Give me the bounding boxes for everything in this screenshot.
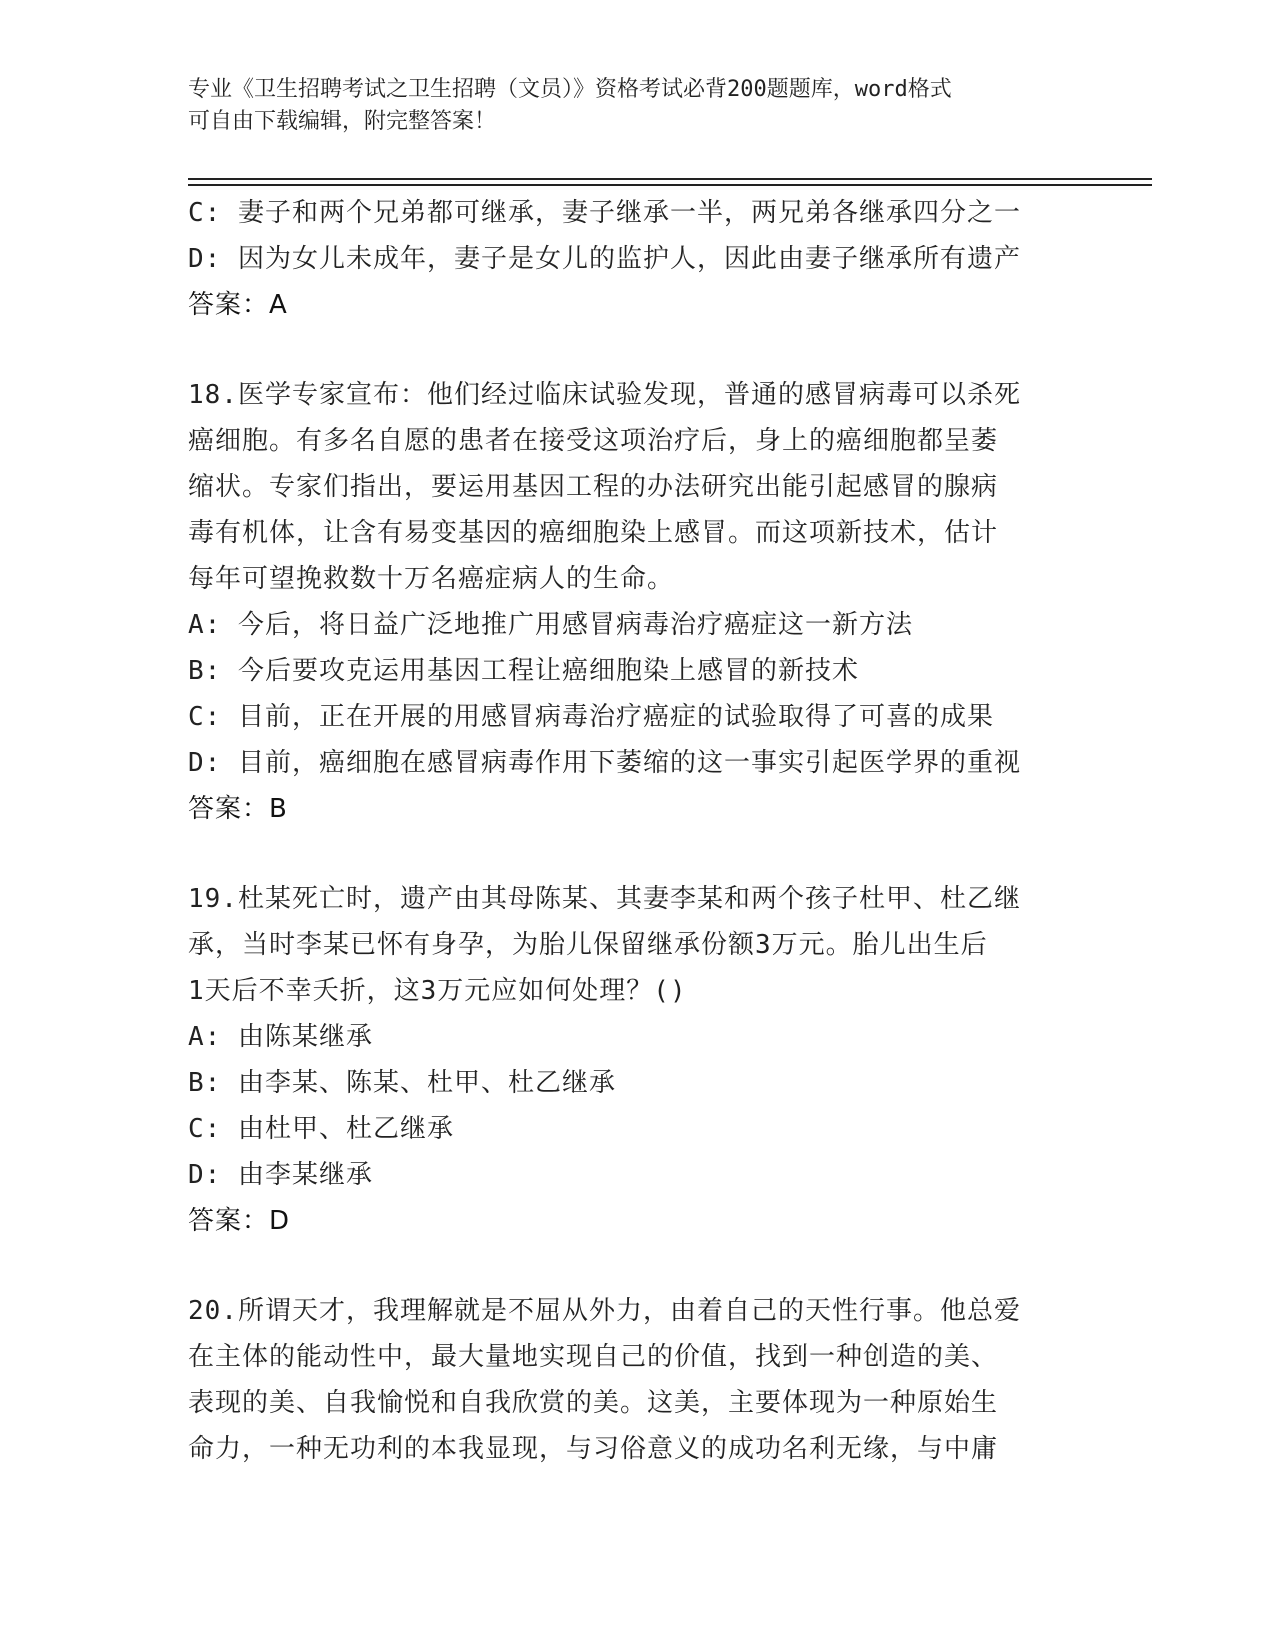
question-stem-line: 表现的美、自我愉悦和自我欣赏的美。这美，主要体现为一种原始生 [188, 1388, 999, 1418]
question-stem-line: 承，当时李某已怀有身孕，为胎儿保留继承份额3万元。胎儿出生后 [188, 930, 988, 960]
question-stem-line: 每年可望挽救数十万名癌症病人的生命。 [188, 564, 675, 594]
question-stem-line: 毒有机体，让含有易变基因的癌细胞染上感冒。而这项新技术，估计 [188, 518, 999, 548]
question-stem-line: 在主体的能动性中，最大量地实现自己的价值，找到一种创造的美、 [188, 1342, 999, 1372]
answer-line: 答案：A [188, 290, 288, 320]
option-c: C: 妻子和两个兄弟都可继承，妻子继承一半，两兄弟各继承四分之一 [188, 198, 1021, 228]
header-title-line-2: 可自由下载编辑，附完整答案！ [188, 109, 497, 134]
question-stem-line: 19.杜某死亡时，遗产由其母陈某、其妻李某和两个孩子杜甲、杜乙继 [188, 884, 1021, 914]
document-body [188, 190, 1088, 1472]
option-a: A: 由陈某继承 [188, 1022, 373, 1052]
spacer [188, 1244, 1088, 1288]
answer-line: 答案：D [188, 1206, 291, 1236]
question-stem-line: 癌细胞。有多名自愿的患者在接受这项治疗后，身上的癌细胞都呈萎 [188, 426, 999, 456]
header-divider-bottom [188, 184, 1152, 186]
question-stem-line: 1天后不幸夭折，这3万元应如何处理？() [188, 976, 687, 1006]
option-b: B: 由李某、陈某、杜甲、杜乙继承 [188, 1068, 616, 1098]
header-divider-top [188, 178, 1152, 180]
question-19 [188, 876, 1088, 1244]
option-d: D: 由李某继承 [188, 1160, 373, 1190]
option-c: C: 由杜甲、杜乙继承 [188, 1114, 454, 1144]
spacer [188, 832, 1088, 876]
answer-line: 答案：B [188, 794, 288, 824]
option-b: B: 今后要攻克运用基因工程让癌细胞染上感冒的新技术 [188, 656, 859, 686]
spacer [188, 328, 1088, 372]
question-stem-line: 缩状。专家们指出，要运用基因工程的办法研究出能引起感冒的腺病 [188, 472, 999, 502]
option-d: D: 因为女儿未成年，妻子是女儿的监护人，因此由妻子继承所有遗产 [188, 244, 1021, 274]
question-17-tail [188, 190, 1088, 328]
header-title-line-1: 专业《卫生招聘考试之卫生招聘（文员）》资格考试必背200题题库，word格式 [188, 77, 952, 102]
question-stem-line: 18.医学专家宣布：他们经过临床试验发现，普通的感冒病毒可以杀死 [188, 380, 1021, 410]
document-header [188, 74, 1088, 138]
option-c: C: 目前，正在开展的用感冒病毒治疗癌症的试验取得了可喜的成果 [188, 702, 994, 732]
question-stem-line: 命力，一种无功利的本我显现，与习俗意义的成功名利无缘，与中庸 [188, 1434, 999, 1464]
question-18 [188, 372, 1088, 832]
question-20 [188, 1288, 1088, 1472]
option-a: A: 今后，将日益广泛地推广用感冒病毒治疗癌症这一新方法 [188, 610, 913, 640]
question-stem-line: 20.所谓天才，我理解就是不屈从外力，由着自己的天性行事。他总爱 [188, 1296, 1021, 1326]
option-d: D: 目前，癌细胞在感冒病毒作用下萎缩的这一事实引起医学界的重视 [188, 748, 1021, 778]
